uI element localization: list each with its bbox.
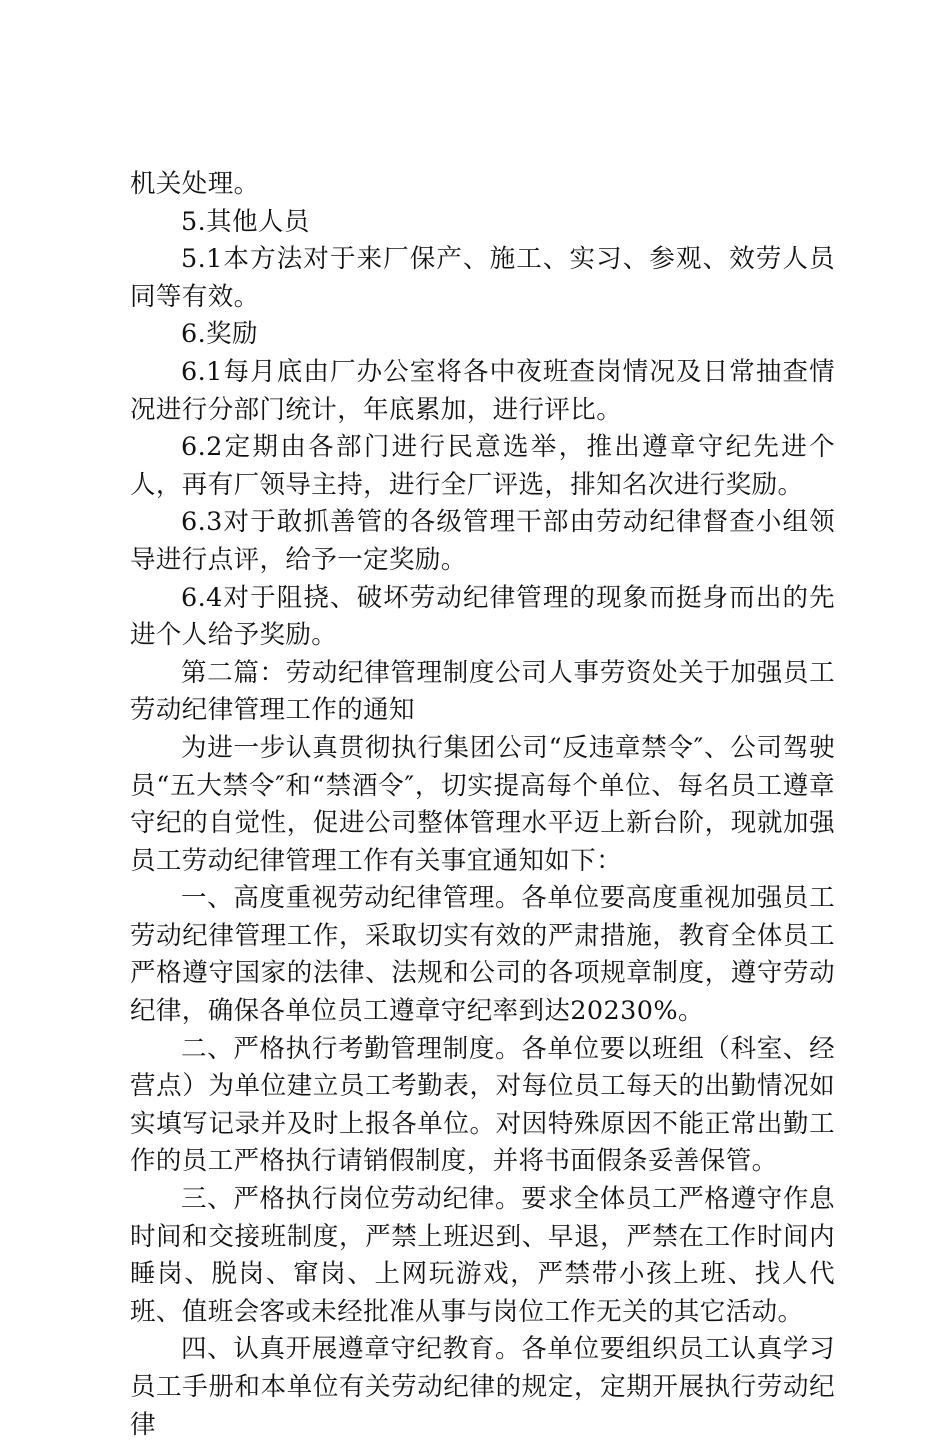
document-page: [130, 166, 835, 1444]
paragraph-6: 6.2定期由各部门进行民意选举，推出遵章守纪先进个人，再有厂领导主持，进行全厂评选，排知名次进行奖励。: [130, 432, 835, 500]
section-heading: 第二篇：劳动纪律管理制度公司人事劳资处关于加强员工劳动纪律管理工作的通知: [130, 657, 835, 726]
paragraph-10: 为进一步认真贯彻执行集团公司“反违章禁令″、公司驾驶员“五大禁令″和“禁酒令″，切实提高每个单位、每名员工遵章守纪的自觉性，促进公司整体管理水平迈上新台阶，现就加强员工劳动纪律管理工作有关事宜通知如下：: [130, 732, 835, 876]
paragraph-4: 6.奖励: [181, 319, 258, 350]
paragraph-1: 机关处理。: [130, 169, 260, 199]
paragraph-14: 四、认真开展遵章守纪教育。各单位要组织员工认真学习员工手册和本单位有关劳动纪律的规定，定期开展执行劳动纪律: [130, 1334, 835, 1440]
paragraph-3: 5.1本方法对于来厂保产、施工、实习、参观、效劳人员同等有效。: [130, 244, 835, 312]
paragraph-12: 二、严格执行考勤管理制度。各单位要以班组（科室、经营点）为单位建立员工考勤表，对每位员工每天的出勤情况如实填写记录并及时上报各单位。对因特殊原因不能正常出勤工作的员工严格执行请销假制度，并将书面假条妥善保管。: [130, 1033, 835, 1177]
paragraph-13: 三、严格执行岗位劳动纪律。要求全体员工严格遵守作息时间和交接班制度，严禁上班迟到、早退，严禁在工作时间内睡岗、脱岗、窜岗、上网玩游戏，严禁带小孩上班、找人代班、值班会客或未经批准从事与岗位工作无关的其它活动。: [130, 1184, 835, 1327]
paragraph-2: 5.其他人员: [181, 206, 310, 237]
paragraph-8: 6.4对于阻挠、破坏劳动纪律管理的现象而挺身而出的先进个人给予奖励。: [130, 582, 835, 651]
paragraph-7: 6.3对于敢抓善管的各级管理干部由劳动纪律督查小组领导进行点评，给予一定奖励。: [130, 507, 835, 575]
paragraph-11: 一、高度重视劳动纪律管理。各单位要高度重视加强员工劳动纪律管理工作，采取切实有效的严肃措施，教育全体员工严格遵守国家的法律、法规和公司的各项规章制度，遵守劳动纪律，确保各单位员工遵章守纪率到达20230%。: [130, 883, 835, 1027]
paragraph-5: 6.1每月底由厂办公室将各中夜班查岗情况及日常抽查情况进行分部门统计，年底累加，进行评比。: [130, 356, 835, 425]
